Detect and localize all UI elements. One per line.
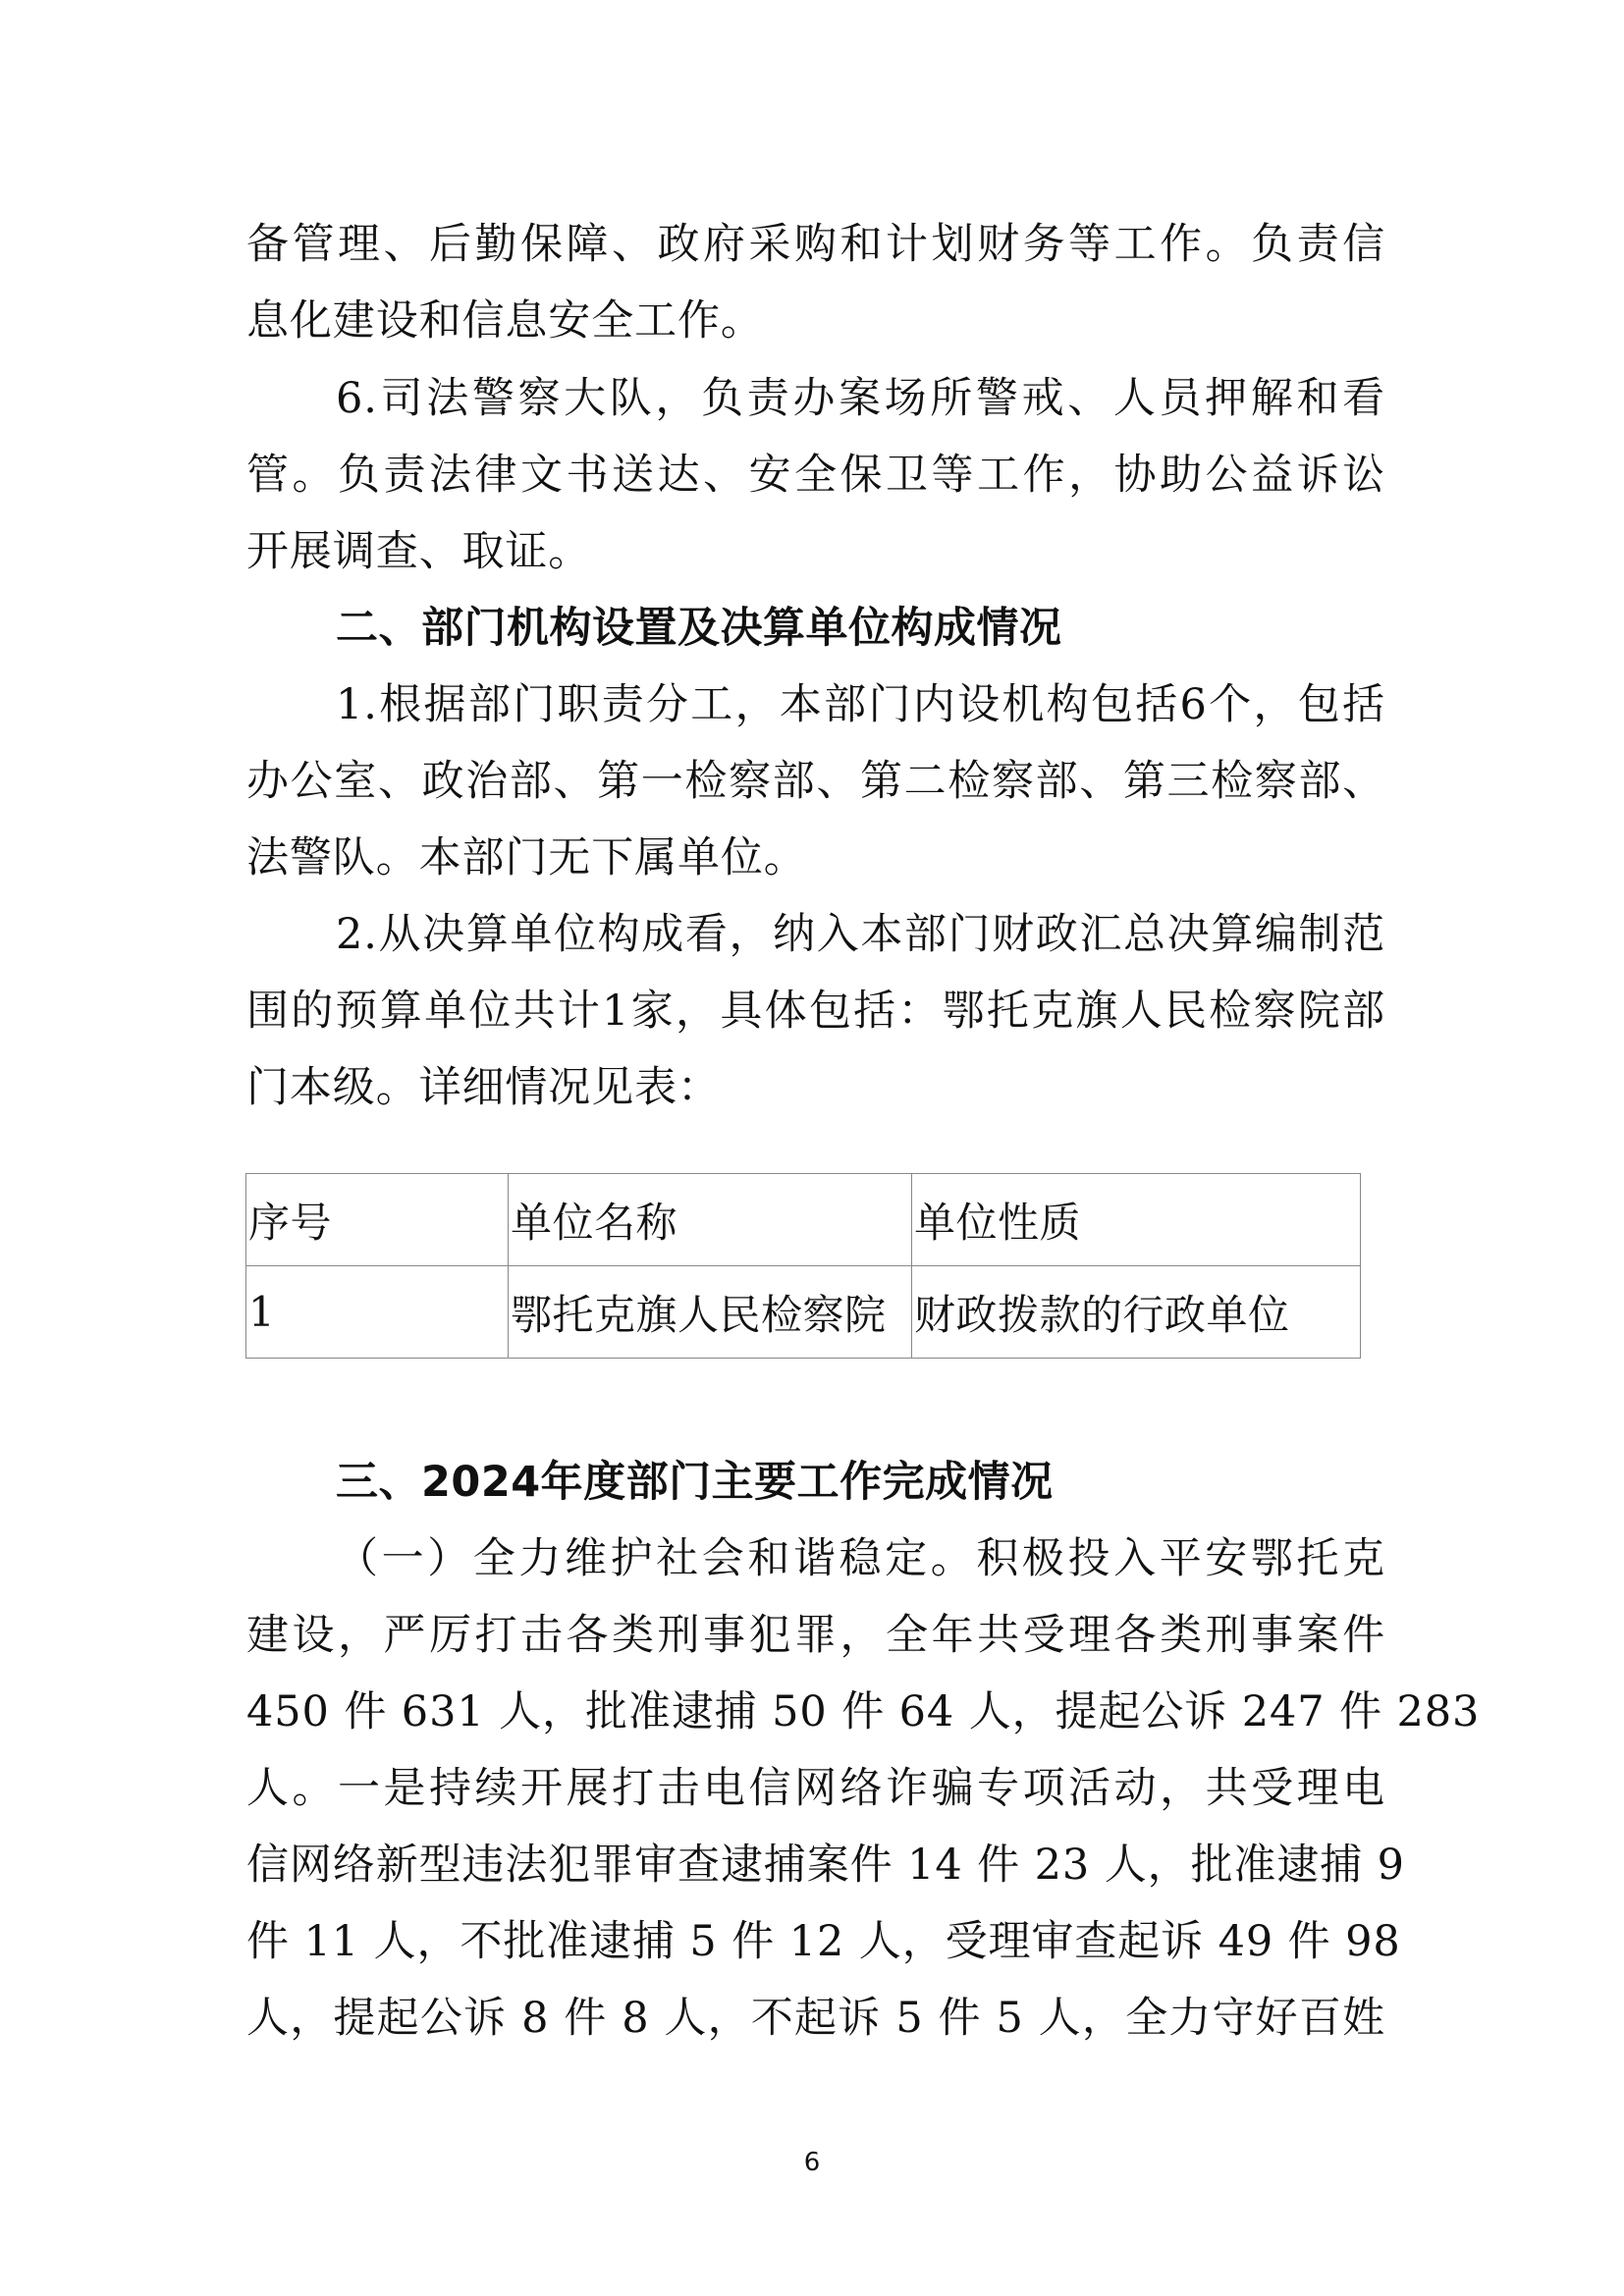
body-text-line: 办公室、政治部、第一检察部、第二检察部、第三检察部、	[246, 757, 1385, 806]
table-header-cell: 序号	[246, 1174, 509, 1266]
body-text-line: 信网络新型违法犯罪审查逮捕案件 14 件 23 人，批准逮捕 9	[246, 1841, 1405, 1890]
table-cell: 财政拨款的行政单位	[912, 1266, 1361, 1359]
body-text-line: 件 11 人，不批准逮捕 5 件 12 人，受理审查起诉 49 件 98	[246, 1917, 1401, 1966]
body-text-line: 开展调查、取证。	[246, 527, 592, 576]
table-header-cell: 单位性质	[912, 1174, 1361, 1266]
body-text-line: 管。负责法律文书送达、安全保卫等工作，协助公益诉讼	[246, 451, 1385, 500]
body-text-line: 息化建设和信息安全工作。	[246, 296, 764, 346]
section-heading: 三、2024年度部门主要工作完成情况	[336, 1458, 1054, 1507]
table-cell: 鄂托克旗人民检察院	[509, 1266, 912, 1359]
page-number: 6	[803, 2148, 821, 2177]
table-header-row	[246, 1174, 1361, 1266]
body-text-line: 2.从决算单位构成看，纳入本部门财政汇总决算编制范	[336, 910, 1385, 959]
body-text-line: 备管理、后勤保障、政府采购和计划财务等工作。负责信	[246, 220, 1385, 269]
budget-unit-table	[245, 1173, 1361, 1359]
body-text-line: 人，提起公诉 8 件 8 人，不起诉 5 件 5 人，全力守好百姓	[246, 1994, 1385, 2043]
body-text-line: 建设，严厉打击各类刑事犯罪，全年共受理各类刑事案件	[246, 1611, 1385, 1660]
body-text-line: 1.根据部门职责分工，本部门内设机构包括6个，包括	[336, 680, 1385, 729]
table-row	[246, 1266, 1361, 1359]
body-text-line: 450 件 631 人，批准逮捕 50 件 64 人，提起公诉 247 件 283	[246, 1687, 1481, 1736]
section-heading: 二、部门机构设置及决算单位构成情况	[336, 604, 1062, 653]
body-text-line: 人。一是持续开展打击电信网络诈骗专项活动，共受理电	[246, 1764, 1385, 1813]
table-header-cell: 单位名称	[509, 1174, 912, 1266]
body-text-line: 法警队。本部门无下属单位。	[246, 833, 807, 882]
body-text-line: （一）全力维护社会和谐稳定。积极投入平安鄂托克	[336, 1534, 1385, 1583]
body-text-line: 6.司法警察大队，负责办案场所警戒、人员押解和看	[336, 374, 1385, 423]
table-cell: 1	[246, 1266, 509, 1359]
body-text-line: 门本级。详细情况见表：	[246, 1063, 721, 1112]
body-text-line: 围的预算单位共计1家，具体包括：鄂托克旗人民检察院部	[246, 987, 1385, 1036]
